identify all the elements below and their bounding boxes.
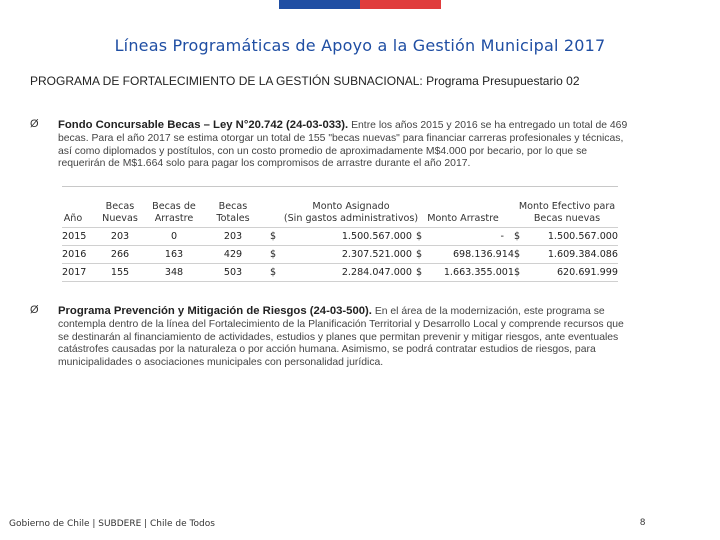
section-text: se destinarán al financiamiento de actividades, estudios y planes que permitan prevenir y mitigar riesgos, ante eventuales bbox=[58, 331, 619, 343]
currency-symbol: $ bbox=[270, 267, 277, 278]
col-year: Año bbox=[63, 213, 83, 224]
cell-year: 2016 bbox=[62, 249, 87, 260]
section-heading: Programa Prevención y Mitigación de Riesgos (24-03-500). bbox=[58, 305, 372, 317]
currency-symbol: $ bbox=[416, 249, 423, 260]
cell-effective: 620.691.999 bbox=[556, 267, 618, 278]
cell-carry: 0 bbox=[170, 231, 178, 242]
col-new-line2: Nuevas bbox=[102, 213, 138, 224]
col-carry-line1: Becas de bbox=[152, 201, 196, 212]
section-text: requerirán de M$1.664 solo para pagar los compromisos de arrastre durante el año 2017. bbox=[58, 158, 471, 170]
col-assigned bbox=[276, 201, 426, 225]
table-header bbox=[62, 186, 618, 227]
cell-carry-amount: 698.136.914 bbox=[452, 249, 514, 260]
col-assigned-line2: (Sin gastos administrativos) bbox=[283, 213, 419, 224]
table-row bbox=[62, 227, 618, 245]
cell-assigned: 2.307.521.000 bbox=[341, 249, 412, 260]
col-assigned-line1: Monto Asignado bbox=[312, 201, 390, 212]
currency-symbol: $ bbox=[416, 267, 423, 278]
slide-title: Líneas Programáticas de Apoyo a la Gestión Municipal 2017 bbox=[114, 36, 606, 55]
cell-effective: 1.609.384.086 bbox=[547, 249, 618, 260]
section-text: becas. Para el año 2017 se estima otorgar un total de 155 "becas nuevas" para financiar carreras profesionales y técnicas, bbox=[58, 132, 624, 144]
section-heading: Fondo Concursable Becas – Ley N°20.742 (24-03-033). bbox=[58, 119, 349, 131]
bullet-arrow-icon: Ø bbox=[30, 118, 39, 130]
becas-table bbox=[62, 186, 618, 282]
section-riesgos bbox=[58, 305, 661, 370]
currency-symbol: $ bbox=[514, 249, 521, 260]
section-text: contempla dentro de la línea del Fortalecimiento de la Planificación Territorial y Desarrollo Local y comprende recursos que bbox=[58, 318, 624, 330]
cell-total: 203 bbox=[223, 231, 243, 242]
col-carry-line2: Arrastre bbox=[154, 213, 194, 224]
cell-total: 429 bbox=[223, 249, 243, 260]
col-carry bbox=[144, 201, 204, 225]
footer-text: Gobierno de Chile | SUBDERE | Chile de Todos bbox=[9, 519, 215, 529]
cell-new: 155 bbox=[110, 267, 130, 278]
cell-effective: 1.500.567.000 bbox=[547, 231, 618, 242]
col-new-line1: Becas bbox=[105, 201, 135, 212]
currency-symbol: $ bbox=[270, 231, 277, 242]
cell-carry-amount: - bbox=[500, 231, 504, 242]
col-carry-amount: Monto Arrastre bbox=[427, 213, 499, 224]
currency-symbol: $ bbox=[514, 231, 521, 242]
section-text: así como diplomados y postítulos, con un costo promedio de aproximadamente M$4.000 por becario, por lo que se bbox=[58, 145, 588, 157]
section-text: Entre los años 2015 y 2016 se ha entregado un total de 469 bbox=[351, 120, 628, 131]
col-new bbox=[90, 201, 150, 225]
slide-subtitle: PROGRAMA DE FORTALECIMIENTO DE LA GESTIÓN SUBNACIONAL: Programa Presupuestario 02 bbox=[30, 74, 580, 88]
currency-symbol: $ bbox=[514, 267, 521, 278]
cell-total: 503 bbox=[223, 267, 243, 278]
cell-carry: 163 bbox=[164, 249, 184, 260]
flag-red-stripe bbox=[360, 0, 441, 9]
table-row bbox=[62, 245, 618, 263]
page-number: 8 bbox=[640, 517, 646, 528]
cell-carry: 348 bbox=[164, 267, 184, 278]
currency-symbol: $ bbox=[270, 249, 277, 260]
cell-carry-amount: 1.663.355.001 bbox=[443, 267, 514, 278]
col-effective-line1: Monto Efectivo para bbox=[518, 201, 616, 212]
section-text: En el área de la modernización, este programa se bbox=[374, 306, 605, 317]
col-effective bbox=[512, 201, 622, 225]
cell-assigned: 1.500.567.000 bbox=[341, 231, 412, 242]
table-row bbox=[62, 263, 618, 282]
bullet-arrow-icon: Ø bbox=[30, 304, 39, 316]
cell-assigned: 2.284.047.000 bbox=[341, 267, 412, 278]
flag-bar bbox=[279, 0, 441, 9]
currency-symbol: $ bbox=[416, 231, 423, 242]
section-text: catástrofes causadas por la naturaleza o por acción humana. Asimismo, se podrá contratar estudios de riesgos, para bbox=[58, 344, 596, 356]
col-total-line1: Becas bbox=[218, 201, 248, 212]
cell-new: 203 bbox=[110, 231, 130, 242]
cell-year: 2017 bbox=[62, 267, 87, 278]
flag-blue-stripe bbox=[279, 0, 360, 9]
col-effective-line2: Becas nuevas bbox=[533, 213, 601, 224]
col-total bbox=[203, 201, 263, 225]
cell-year: 2015 bbox=[62, 231, 87, 242]
col-total-line2: Totales bbox=[216, 213, 250, 224]
cell-new: 266 bbox=[110, 249, 130, 260]
section-text: municipalidades o asociaciones municipales con personalidad jurídica. bbox=[58, 357, 384, 369]
section-becas bbox=[58, 119, 661, 171]
